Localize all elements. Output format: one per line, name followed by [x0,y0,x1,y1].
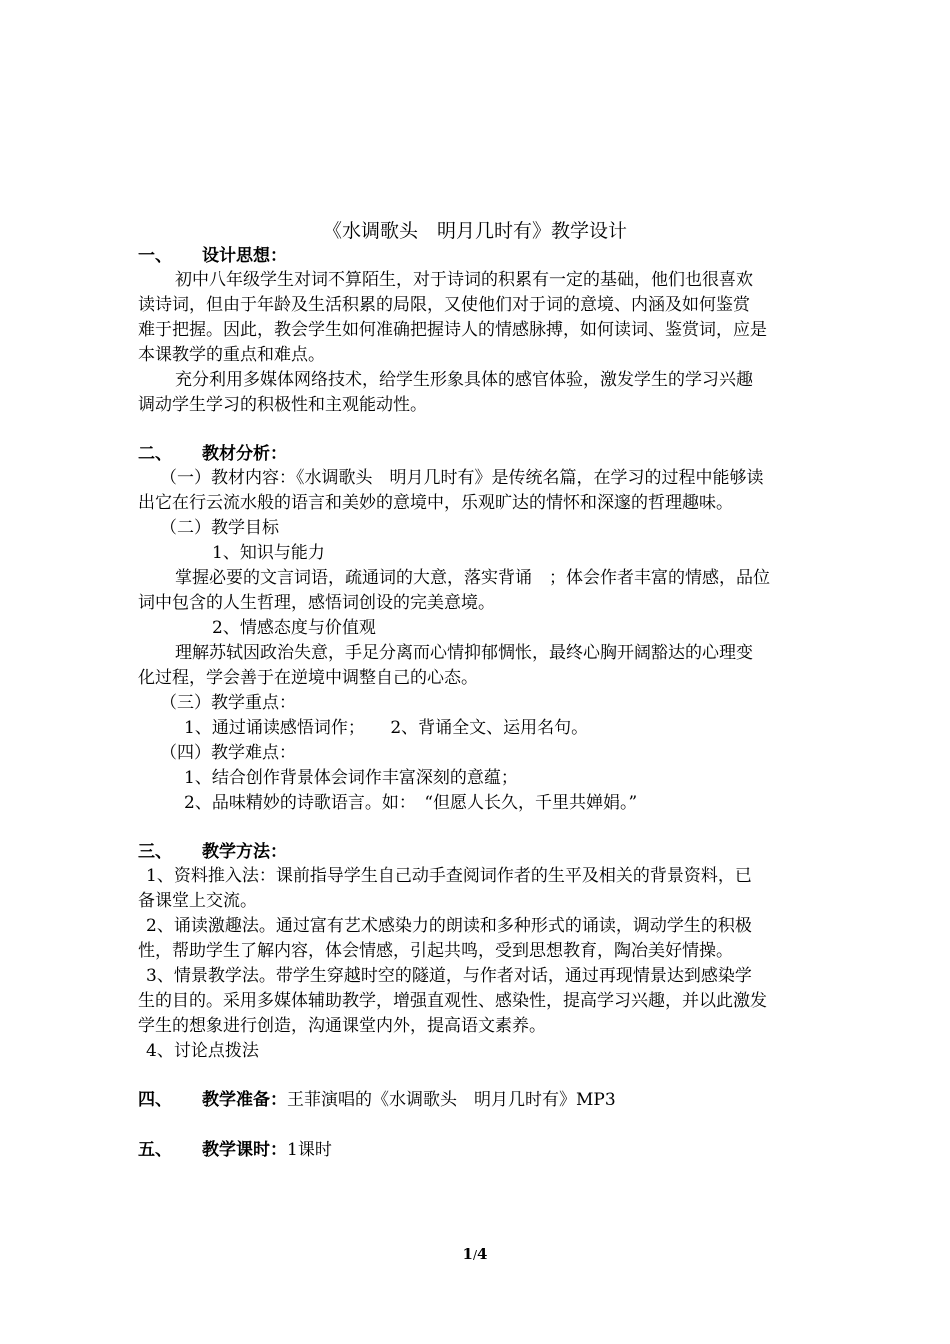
page-number [0,1245,950,1263]
paragraph-line: 1、资料推入法：课前指导学生自己动手查阅词作者的生平及相关的背景资料，已 [146,866,752,886]
subheading: 1、知识与能力 [212,543,325,563]
section-label: 设计思想： [202,246,287,266]
paragraph-line: 难于把握。因此，教会学生如何准确把握诗人的情感脉搏，如何读词、鉴赏词，应是 [138,320,767,340]
section-2-heading [138,443,287,465]
section-number: 一、 [138,246,172,266]
section-5-heading [138,1139,332,1161]
paragraph-line: 2、品味精妙的诗歌语言。如： “但愿人长久，千里共婵娟。” [184,793,638,813]
paragraph-line: 掌握必要的文言词语，疏通词的大意，落实背诵 ；体会作者丰富的情感，品位 [175,568,770,588]
paragraph-line: 出它在行云流水般的语言和美妙的意境中，乐观旷达的情怀和深邃的哲理趣味。 [138,493,733,513]
section-label: 教材分析： [202,444,287,464]
paragraph-line: 读诗词，但由于年龄及生活积累的局限，又使他们对于词的意境、内涵及如何鉴赏 [138,295,750,315]
subheading: （三）教学重点： [160,693,296,713]
subheading: （二）教学目标 [160,518,279,538]
paragraph-line: 生的目的。采用多媒体辅助教学，增强直观性、感染性，提高学习兴趣，并以此激发 [138,991,767,1011]
paragraph-line: 充分利用多媒体网络技术，给学生形象具体的感官体验，激发学生的学习兴趣 [175,370,753,390]
paragraph-line: 1、结合创作背景体会词作丰富深刻的意蕴； [184,768,518,788]
section-label: 教学课时： [202,1140,287,1160]
paragraph-line: 性，帮助学生了解内容，体会情感，引起共鸣，受到思想教育，陶冶美好情操。 [138,941,733,961]
paragraph-line: 化过程，学会善于在逆境中调整自己的心态。 [138,668,478,688]
section-number: 四、 [138,1090,172,1110]
paragraph-line: 备课堂上交流。 [138,891,257,911]
section-text: 1课时 [287,1140,332,1160]
paragraph-line: 1、通过诵读感悟词作； 2、背诵全文、运用名句。 [184,718,589,738]
paragraph-line: 词中包含的人生哲理，感悟词创设的完美意境。 [138,593,495,613]
section-label: 教学方法： [202,842,287,862]
section-1-heading [138,245,287,267]
section-number: 三、 [138,842,172,862]
page-separator: / [472,1248,478,1262]
paragraph-line: 理解苏轼因政治失意，手足分离而心情抑郁惆怅，最终心胸开阔豁达的心理变 [175,643,753,663]
paragraph-line: （一）教材内容：《水调歌头 明月几时有》是传统名篇，在学习的过程中能够读 [160,468,764,488]
current-page: 1 [462,1245,473,1263]
paragraph-line: 初中八年级学生对词不算陌生，对于诗词的积累有一定的基础，他们也很喜欢 [175,270,753,290]
paragraph-line: 3、情景教学法。带学生穿越时空的隧道，与作者对话，通过再现情景达到感染学 [146,966,752,986]
paragraph-line: 学生的想象进行创造，沟通课堂内外，提高语文素养。 [138,1016,546,1036]
section-4-heading [138,1089,616,1111]
total-pages: 4 [477,1245,488,1263]
section-text: 王菲演唱的《水调歌头 明月几时有》MP3 [287,1090,616,1110]
subheading: 2、情感态度与价值观 [212,618,376,638]
section-number: 五、 [138,1140,172,1160]
paragraph-line: 本课教学的重点和难点。 [138,345,325,365]
document-title: 《水调歌头 明月几时有》教学设计 [322,220,627,242]
paragraph-line: 4、讨论点拨法 [146,1041,259,1061]
paragraph-line: 2、诵读激趣法。通过富有艺术感染力的朗读和多种形式的诵读，调动学生的积极 [146,916,752,936]
section-number: 二、 [138,444,172,464]
section-label: 教学准备： [202,1090,287,1110]
subheading: （四）教学难点： [160,743,296,763]
paragraph-line: 调动学生学习的积极性和主观能动性。 [138,395,427,415]
section-3-heading [138,841,287,863]
